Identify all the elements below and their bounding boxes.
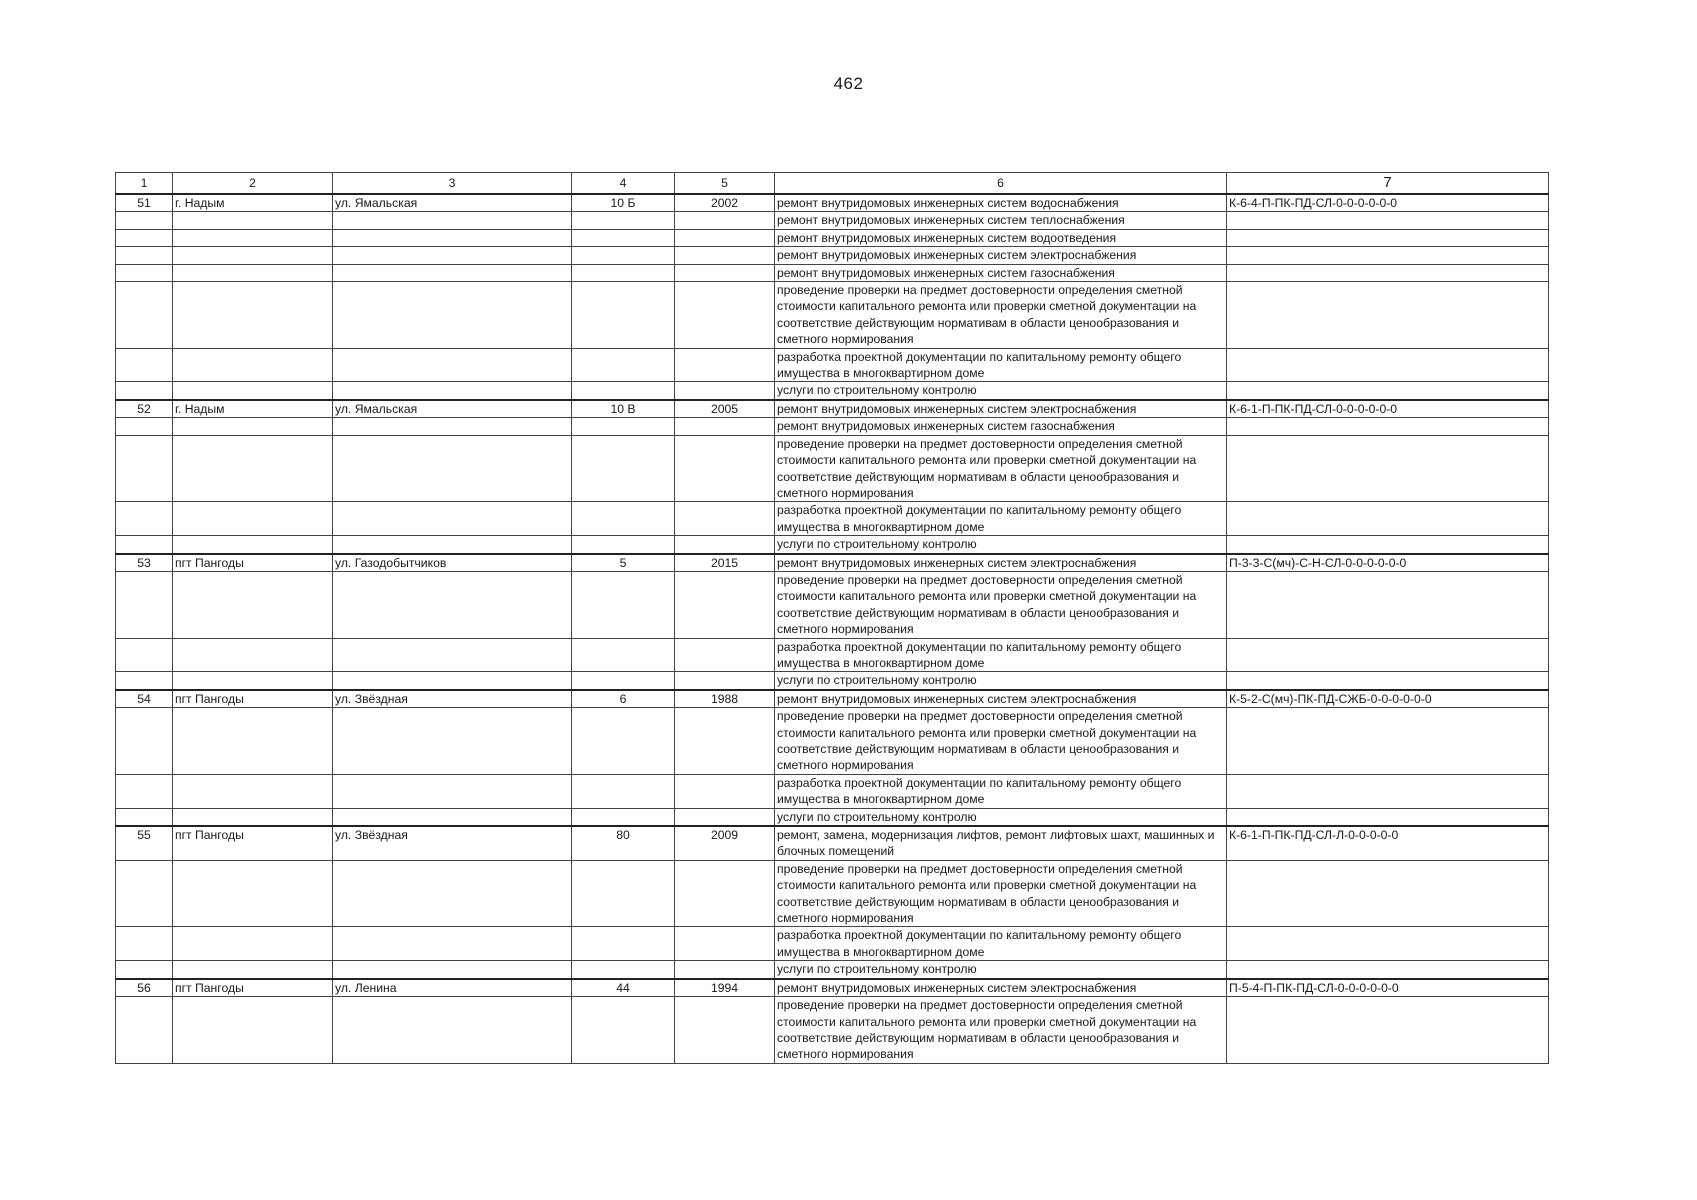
table-row xyxy=(116,708,1549,775)
house-number-cell: 10 Б xyxy=(572,194,675,212)
table-header xyxy=(116,173,1549,195)
street-cell xyxy=(333,247,572,264)
work-type-cell: услуги по строительному контролю xyxy=(775,808,1227,826)
build-year-cell xyxy=(675,282,775,349)
work-type-cell: услуги по строительному контролю xyxy=(775,382,1227,400)
table-row xyxy=(116,638,1549,672)
row-number-cell xyxy=(116,672,173,690)
column-header-5: 5 xyxy=(675,173,775,195)
street-cell xyxy=(333,672,572,690)
row-number-cell xyxy=(116,571,173,638)
house-code-cell: К-6-4-П-ПК-ПД-СЛ-0-0-0-0-0-0 xyxy=(1227,194,1549,212)
locality-cell xyxy=(173,961,333,979)
build-year-cell xyxy=(675,502,775,536)
build-year-cell: 1994 xyxy=(675,979,775,997)
work-type-cell: услуги по строительному контролю xyxy=(775,536,1227,554)
locality-cell xyxy=(173,418,333,435)
row-number-cell xyxy=(116,382,173,400)
house-code-cell: П-5-4-П-ПК-ПД-СЛ-0-0-0-0-0-0 xyxy=(1227,979,1549,997)
house-number-cell xyxy=(572,212,675,229)
house-number-cell xyxy=(572,708,675,775)
work-type-cell: ремонт внутридомовых инженерных систем газоснабжения xyxy=(775,418,1227,435)
capital-repair-table xyxy=(115,172,1549,1064)
house-number-cell xyxy=(572,927,675,961)
work-type-cell: ремонт внутридомовых инженерных систем газоснабжения xyxy=(775,264,1227,281)
street-cell: ул. Ямальская xyxy=(333,400,572,418)
column-header-6: 6 xyxy=(775,173,1227,195)
work-type-cell: разработка проектной документации по капитальному ремонту общего имущества в многоквартирном доме xyxy=(775,502,1227,536)
locality-cell xyxy=(173,212,333,229)
house-code-cell xyxy=(1227,502,1549,536)
work-type-cell: проведение проверки на предмет достоверности определения сметной стоимости капитального ремонта или проверки сметной документации на соответствие действующим нормативам в области ценообразования и сметного нормирования xyxy=(775,997,1227,1064)
table-row xyxy=(116,264,1549,281)
work-type-cell: проведение проверки на предмет достоверности определения сметной стоимости капитального ремонта или проверки сметной документации на соответствие действующим нормативам в области ценообразования и сметного нормирования xyxy=(775,571,1227,638)
row-number-cell xyxy=(116,961,173,979)
house-code-cell xyxy=(1227,247,1549,264)
build-year-cell xyxy=(675,961,775,979)
street-cell xyxy=(333,348,572,382)
locality-cell xyxy=(173,774,333,808)
house-number-cell xyxy=(572,860,675,927)
house-code-cell: П-3-3-С(мч)-С-Н-СЛ-0-0-0-0-0-0 xyxy=(1227,554,1549,572)
house-number-cell xyxy=(572,997,675,1064)
locality-cell: г. Надым xyxy=(173,400,333,418)
table-row xyxy=(116,690,1549,708)
locality-cell xyxy=(173,536,333,554)
street-cell xyxy=(333,571,572,638)
row-number-cell xyxy=(116,502,173,536)
street-cell xyxy=(333,860,572,927)
table-row xyxy=(116,247,1549,264)
work-type-cell: проведение проверки на предмет достоверности определения сметной стоимости капитального ремонта или проверки сметной документации на соответствие действующим нормативам в области ценообразования и сметного нормирования xyxy=(775,860,1227,927)
table-row xyxy=(116,382,1549,400)
street-cell xyxy=(333,435,572,502)
locality-cell xyxy=(173,435,333,502)
work-type-cell: разработка проектной документации по капитальному ремонту общего имущества в многоквартирном доме xyxy=(775,774,1227,808)
house-number-cell xyxy=(572,382,675,400)
street-cell xyxy=(333,638,572,672)
build-year-cell xyxy=(675,247,775,264)
street-cell xyxy=(333,502,572,536)
build-year-cell xyxy=(675,774,775,808)
house-number-cell: 80 xyxy=(572,826,675,860)
work-type-cell: ремонт внутридомовых инженерных систем водоснабжения xyxy=(775,194,1227,212)
house-code-cell: К-5-2-С(мч)-ПК-ПД-СЖБ-0-0-0-0-0-0 xyxy=(1227,690,1549,708)
house-code-cell xyxy=(1227,536,1549,554)
build-year-cell: 2015 xyxy=(675,554,775,572)
locality-cell: пгт Пангоды xyxy=(173,979,333,997)
work-type-cell: услуги по строительному контролю xyxy=(775,672,1227,690)
house-number-cell xyxy=(572,282,675,349)
house-code-cell xyxy=(1227,708,1549,775)
row-number-cell xyxy=(116,638,173,672)
work-type-cell: ремонт внутридомовых инженерных систем водоотведения xyxy=(775,229,1227,246)
street-cell xyxy=(333,282,572,349)
street-cell xyxy=(333,264,572,281)
row-number-cell xyxy=(116,435,173,502)
work-type-cell: ремонт, замена, модернизация лифтов, ремонт лифтовых шахт, машинных и блочных помещений xyxy=(775,826,1227,860)
locality-cell: пгт Пангоды xyxy=(173,554,333,572)
table-row xyxy=(116,212,1549,229)
build-year-cell xyxy=(675,638,775,672)
table-row xyxy=(116,979,1549,997)
row-number-cell xyxy=(116,927,173,961)
street-cell: ул. Звёздная xyxy=(333,826,572,860)
table-row xyxy=(116,826,1549,860)
house-number-cell: 6 xyxy=(572,690,675,708)
build-year-cell xyxy=(675,672,775,690)
house-number-cell: 44 xyxy=(572,979,675,997)
table-row xyxy=(116,571,1549,638)
build-year-cell xyxy=(675,708,775,775)
build-year-cell xyxy=(675,536,775,554)
column-header-1: 1 xyxy=(116,173,173,195)
work-type-cell: разработка проектной документации по капитальному ремонту общего имущества в многоквартирном доме xyxy=(775,927,1227,961)
page-number: 462 xyxy=(833,74,864,93)
row-number-cell xyxy=(116,247,173,264)
street-cell xyxy=(333,212,572,229)
row-number-cell xyxy=(116,264,173,281)
locality-cell xyxy=(173,229,333,246)
column-header-3: 3 xyxy=(333,173,572,195)
table-row xyxy=(116,536,1549,554)
house-code-cell xyxy=(1227,229,1549,246)
locality-cell: пгт Пангоды xyxy=(173,826,333,860)
house-code-cell xyxy=(1227,212,1549,229)
house-number-cell: 5 xyxy=(572,554,675,572)
build-year-cell xyxy=(675,927,775,961)
build-year-cell xyxy=(675,229,775,246)
table-row xyxy=(116,400,1549,418)
house-number-cell xyxy=(572,536,675,554)
header-row xyxy=(116,173,1549,195)
house-number-cell xyxy=(572,808,675,826)
row-number-cell xyxy=(116,997,173,1064)
locality-cell: г. Надым xyxy=(173,194,333,212)
table-row xyxy=(116,435,1549,502)
build-year-cell: 2009 xyxy=(675,826,775,860)
table-row xyxy=(116,348,1549,382)
build-year-cell xyxy=(675,382,775,400)
house-number-cell xyxy=(572,961,675,979)
build-year-cell xyxy=(675,348,775,382)
table-row xyxy=(116,997,1549,1064)
house-number-cell xyxy=(572,774,675,808)
row-number-cell: 52 xyxy=(116,400,173,418)
locality-cell xyxy=(173,672,333,690)
house-code-cell xyxy=(1227,418,1549,435)
work-type-cell: ремонт внутридомовых инженерных систем электроснабжения xyxy=(775,979,1227,997)
house-code-cell: К-6-1-П-ПК-ПД-СЛ-Л-0-0-0-0-0 xyxy=(1227,826,1549,860)
work-type-cell: ремонт внутридомовых инженерных систем электроснабжения xyxy=(775,400,1227,418)
row-number-cell xyxy=(116,860,173,927)
street-cell xyxy=(333,774,572,808)
street-cell xyxy=(333,997,572,1064)
row-number-cell xyxy=(116,774,173,808)
work-type-cell: ремонт внутридомовых инженерных систем электроснабжения xyxy=(775,690,1227,708)
row-number-cell xyxy=(116,212,173,229)
street-cell xyxy=(333,708,572,775)
work-type-cell: проведение проверки на предмет достоверности определения сметной стоимости капитального ремонта или проверки сметной документации на соответствие действующим нормативам в области ценообразования и сметного нормирования xyxy=(775,282,1227,349)
street-cell xyxy=(333,229,572,246)
street-cell: ул. Ямальская xyxy=(333,194,572,212)
table-row xyxy=(116,418,1549,435)
locality-cell xyxy=(173,571,333,638)
street-cell xyxy=(333,536,572,554)
locality-cell xyxy=(173,502,333,536)
locality-cell: пгт Пангоды xyxy=(173,690,333,708)
build-year-cell xyxy=(675,571,775,638)
row-number-cell xyxy=(116,536,173,554)
table-row xyxy=(116,860,1549,927)
street-cell: ул. Звёздная xyxy=(333,690,572,708)
build-year-cell xyxy=(675,860,775,927)
house-code-cell xyxy=(1227,571,1549,638)
house-code-cell xyxy=(1227,672,1549,690)
house-number-cell: 10 В xyxy=(572,400,675,418)
work-type-cell: ремонт внутридомовых инженерных систем электроснабжения xyxy=(775,554,1227,572)
table-row xyxy=(116,961,1549,979)
locality-cell xyxy=(173,282,333,349)
row-number-cell xyxy=(116,282,173,349)
row-number-cell xyxy=(116,418,173,435)
work-type-cell: ремонт внутридомовых инженерных систем теплоснабжения xyxy=(775,212,1227,229)
build-year-cell xyxy=(675,997,775,1064)
work-type-cell: проведение проверки на предмет достоверности определения сметной стоимости капитального ремонта или проверки сметной документации на соответствие действующим нормативам в области ценообразования и сметного нормирования xyxy=(775,435,1227,502)
street-cell xyxy=(333,808,572,826)
house-number-cell xyxy=(572,264,675,281)
street-cell xyxy=(333,382,572,400)
row-number-cell xyxy=(116,708,173,775)
build-year-cell xyxy=(675,212,775,229)
table-body xyxy=(116,194,1549,1063)
house-code-cell xyxy=(1227,348,1549,382)
table-row xyxy=(116,927,1549,961)
column-header-4: 4 xyxy=(572,173,675,195)
locality-cell xyxy=(173,348,333,382)
house-code-cell xyxy=(1227,860,1549,927)
table-row xyxy=(116,194,1549,212)
build-year-cell xyxy=(675,264,775,281)
house-code-cell: К-6-1-П-ПК-ПД-СЛ-0-0-0-0-0-0 xyxy=(1227,400,1549,418)
row-number-cell: 54 xyxy=(116,690,173,708)
table-row xyxy=(116,502,1549,536)
house-code-cell xyxy=(1227,997,1549,1064)
locality-cell xyxy=(173,247,333,264)
table-row xyxy=(116,672,1549,690)
street-cell: ул. Ленина xyxy=(333,979,572,997)
house-number-cell xyxy=(572,571,675,638)
locality-cell xyxy=(173,264,333,281)
house-number-cell xyxy=(572,638,675,672)
street-cell xyxy=(333,418,572,435)
build-year-cell xyxy=(675,435,775,502)
locality-cell xyxy=(173,808,333,826)
house-number-cell xyxy=(572,418,675,435)
build-year-cell xyxy=(675,808,775,826)
work-type-cell: проведение проверки на предмет достоверности определения сметной стоимости капитального ремонта или проверки сметной документации на соответствие действующим нормативам в области ценообразования и сметного нормирования xyxy=(775,708,1227,775)
house-code-cell xyxy=(1227,774,1549,808)
row-number-cell: 56 xyxy=(116,979,173,997)
house-code-cell xyxy=(1227,382,1549,400)
work-type-cell: услуги по строительному контролю xyxy=(775,961,1227,979)
house-code-cell xyxy=(1227,638,1549,672)
street-cell xyxy=(333,927,572,961)
row-number-cell: 51 xyxy=(116,194,173,212)
street-cell xyxy=(333,961,572,979)
house-number-cell xyxy=(572,348,675,382)
house-number-cell xyxy=(572,435,675,502)
locality-cell xyxy=(173,382,333,400)
house-code-cell xyxy=(1227,435,1549,502)
work-type-cell: ремонт внутридомовых инженерных систем электроснабжения xyxy=(775,247,1227,264)
house-number-cell xyxy=(572,672,675,690)
column-header-7: 7 xyxy=(1227,173,1549,195)
street-cell: ул. Газодобытчиков xyxy=(333,554,572,572)
row-number-cell xyxy=(116,808,173,826)
house-number-cell xyxy=(572,502,675,536)
locality-cell xyxy=(173,638,333,672)
locality-cell xyxy=(173,860,333,927)
build-year-cell: 1988 xyxy=(675,690,775,708)
work-type-cell: разработка проектной документации по капитальному ремонту общего имущества в многоквартирном доме xyxy=(775,638,1227,672)
column-header-2: 2 xyxy=(173,173,333,195)
build-year-cell xyxy=(675,418,775,435)
house-number-cell xyxy=(572,247,675,264)
house-code-cell xyxy=(1227,961,1549,979)
house-code-cell xyxy=(1227,927,1549,961)
locality-cell xyxy=(173,708,333,775)
row-number-cell xyxy=(116,348,173,382)
house-code-cell xyxy=(1227,282,1549,349)
row-number-cell xyxy=(116,229,173,246)
house-code-cell xyxy=(1227,264,1549,281)
table-row xyxy=(116,554,1549,572)
house-number-cell xyxy=(572,229,675,246)
row-number-cell: 55 xyxy=(116,826,173,860)
table-row xyxy=(116,808,1549,826)
house-code-cell xyxy=(1227,808,1549,826)
locality-cell xyxy=(173,997,333,1064)
locality-cell xyxy=(173,927,333,961)
build-year-cell: 2002 xyxy=(675,194,775,212)
table-row xyxy=(116,774,1549,808)
build-year-cell: 2005 xyxy=(675,400,775,418)
work-type-cell: разработка проектной документации по капитальному ремонту общего имущества в многоквартирном доме xyxy=(775,348,1227,382)
table-row xyxy=(116,282,1549,349)
table-row xyxy=(116,229,1549,246)
row-number-cell: 53 xyxy=(116,554,173,572)
